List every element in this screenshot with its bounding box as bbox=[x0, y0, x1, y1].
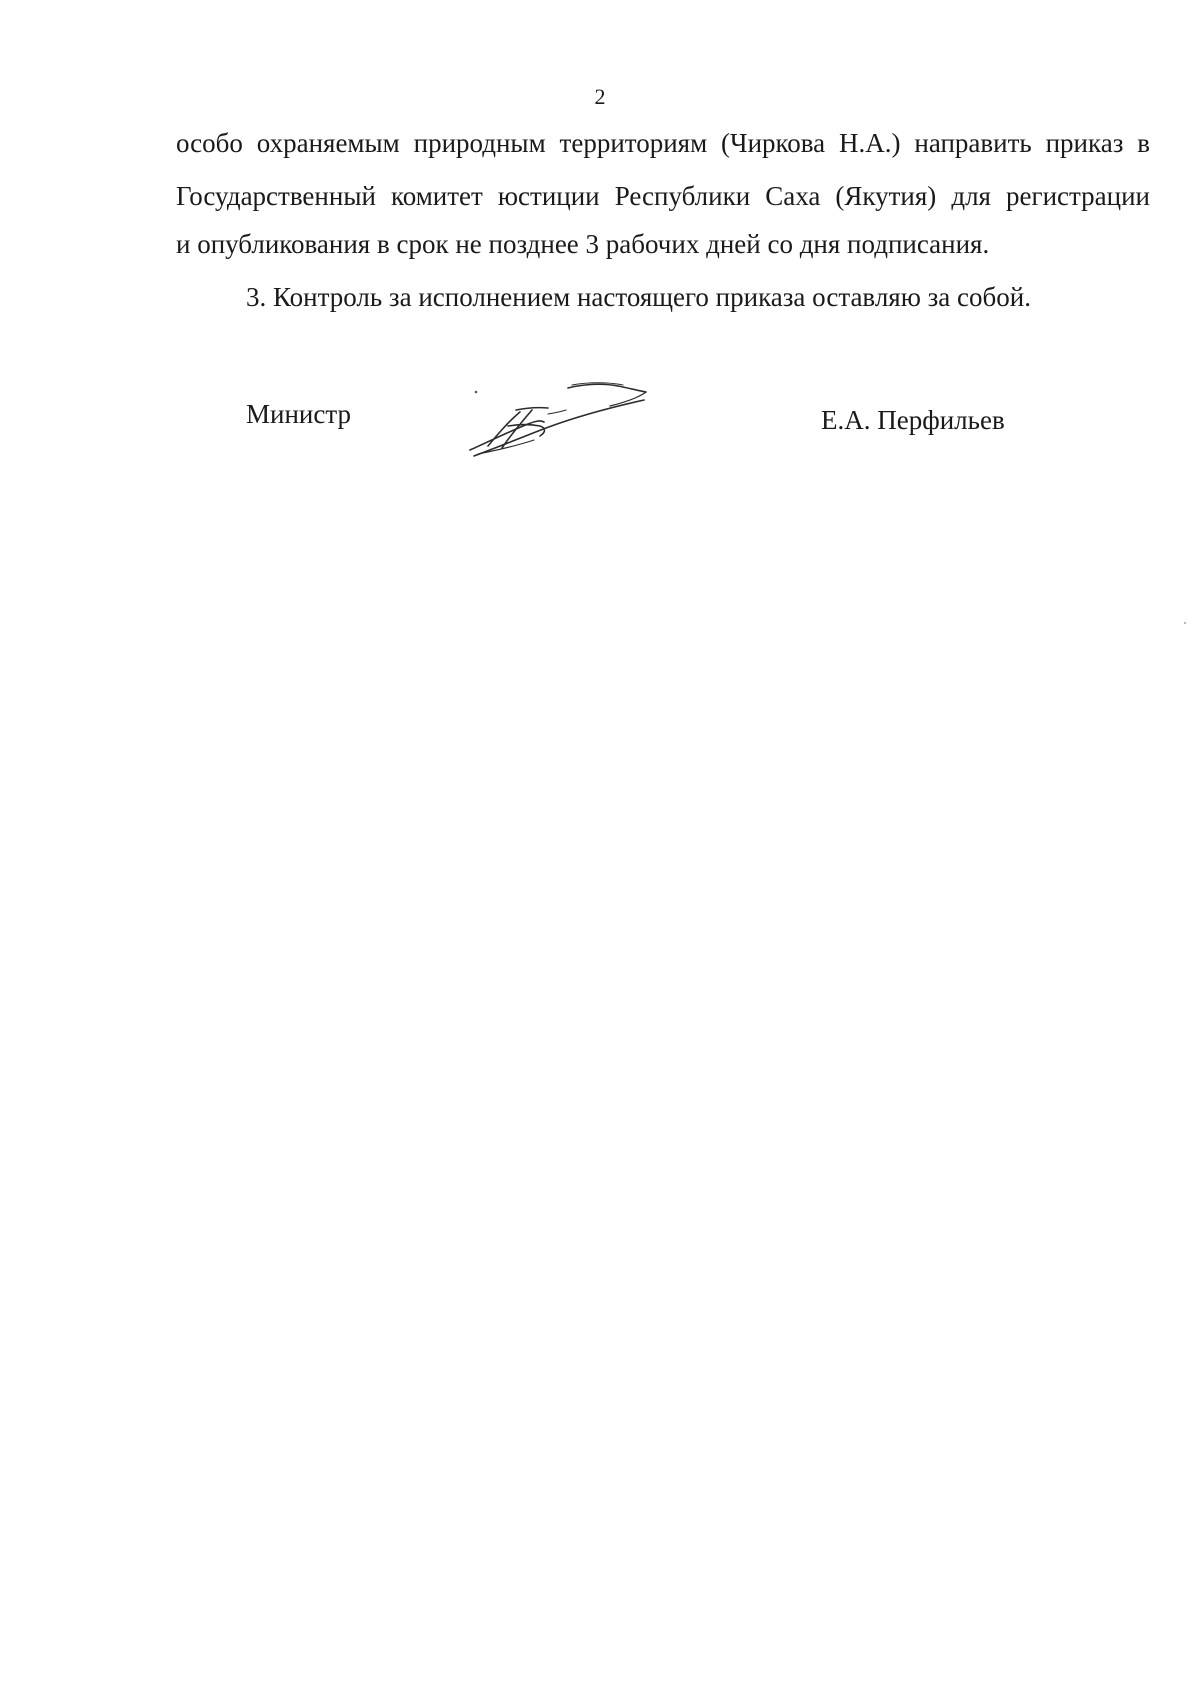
handwritten-signature bbox=[468, 380, 650, 460]
paragraph-line-3: и опубликования в срок не позднее 3 рабочих дней со дня подписания. bbox=[176, 229, 990, 259]
scan-speck bbox=[1184, 622, 1186, 624]
page-number: 2 bbox=[594, 84, 606, 109]
signatory-name: Е.А. Перфильев bbox=[821, 405, 1005, 435]
signatory-position: Министр bbox=[246, 399, 351, 429]
paragraph-item-3: 3. Контроль за исполнением настоящего приказа оставляю за собой. bbox=[246, 282, 1031, 312]
paragraph-line-1: особо охраняемым природным территориям (Чиркова Н.А.) направить приказ в bbox=[176, 128, 1150, 158]
paragraph-line-2: Государственный комитет юстиции Республики Саха (Якутия) для регистрации bbox=[176, 181, 1150, 211]
